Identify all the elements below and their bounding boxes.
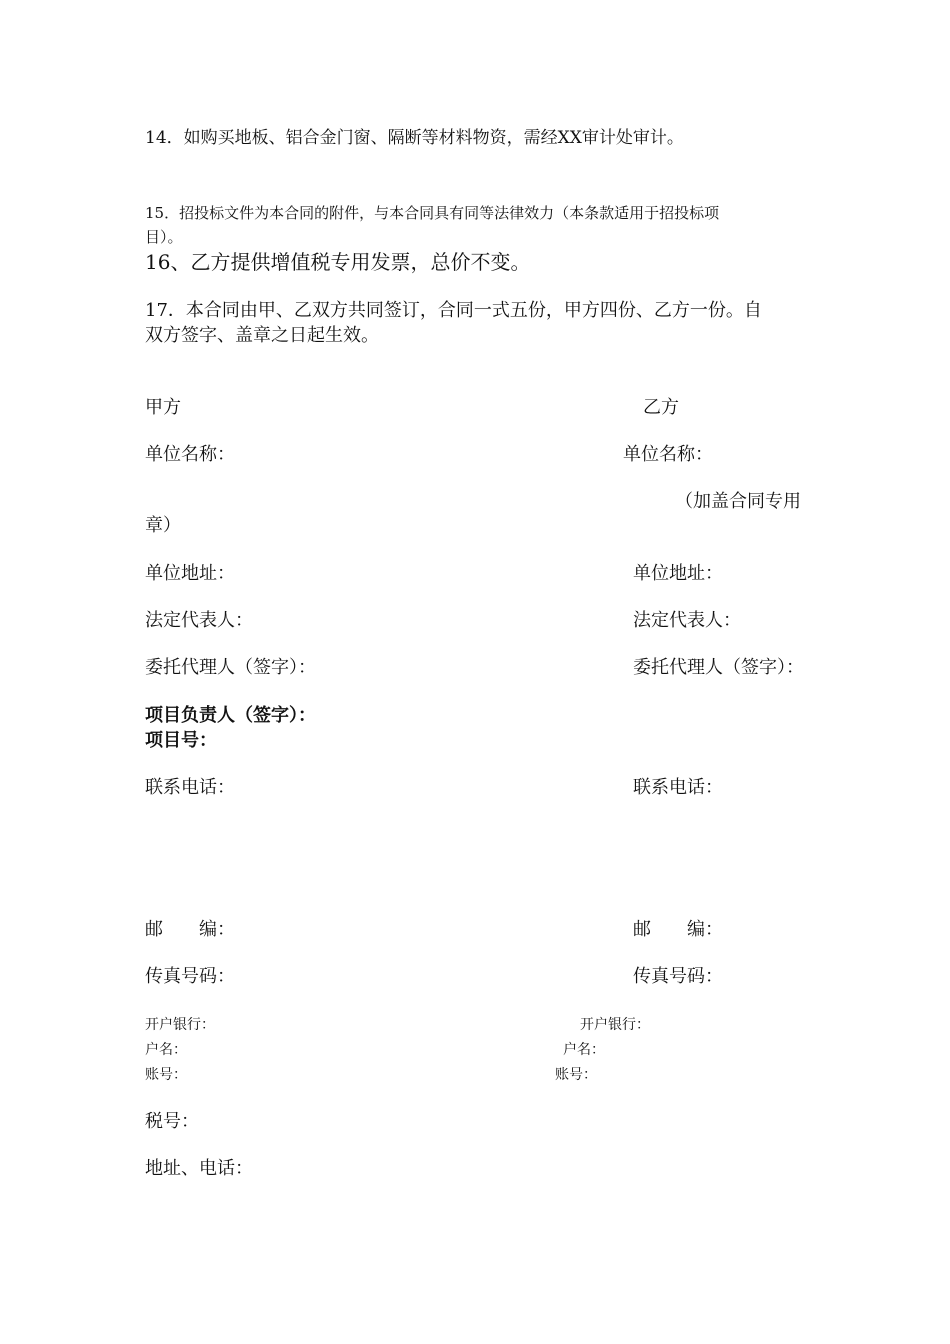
party-a-account-no: 账号：	[145, 1067, 187, 1083]
party-a-tax-no: 税号：	[145, 1111, 199, 1132]
party-b-unit-name: 单位名称：	[623, 444, 713, 465]
party-a-address-phone: 地址、电话：	[145, 1158, 253, 1179]
party-b-title: 乙方	[643, 397, 679, 418]
seal-note-continued: 章）	[145, 515, 181, 536]
party-b-seal-note: （加盖合同专用	[675, 491, 801, 512]
party-b-account-name: 户名：	[563, 1042, 605, 1058]
party-b-postcode: 邮 编：	[633, 919, 723, 940]
party-b-agent: 委托代理人（签字）：	[633, 657, 804, 678]
clause-17-line1: 17．本合同由甲、乙双方共同签订，合同一式五份，甲方四份、乙方一份。自	[145, 300, 762, 321]
party-a-agent: 委托代理人（签字）：	[145, 657, 316, 678]
party-b-legal-rep: 法定代表人：	[633, 610, 741, 631]
party-b-account-no: 账号：	[555, 1067, 597, 1083]
party-a-account-name: 户名：	[145, 1042, 187, 1058]
party-a-postcode: 邮 编：	[145, 919, 235, 940]
clause-17-line2: 双方签字、盖章之日起生效。	[145, 325, 379, 346]
party-a-address: 单位地址：	[145, 563, 235, 584]
party-b-bank: 开户银行：	[580, 1017, 650, 1033]
clause-15-line2: 目）。	[145, 228, 183, 246]
clause-14: 14．如购买地板、铝合金门窗、隔断等材料物资，需经XX审计处审计。	[145, 128, 684, 148]
party-a-bank: 开户银行：	[145, 1017, 215, 1033]
party-b-phone: 联系电话：	[633, 777, 723, 798]
party-a-project-lead: 项目负责人（签字）：	[145, 705, 316, 726]
party-b-fax: 传真号码：	[633, 966, 723, 987]
clause-15-line1: 15．招投标文件为本合同的附件，与本合同具有同等法律效力（本条款适用于招投标项	[145, 204, 720, 222]
party-a-phone: 联系电话：	[145, 777, 235, 798]
party-a-unit-name: 单位名称：	[145, 444, 235, 465]
clause-16: 16、乙方提供增值税专用发票，总价不变。	[145, 250, 531, 274]
party-a-legal-rep: 法定代表人：	[145, 610, 253, 631]
party-a-fax: 传真号码：	[145, 966, 235, 987]
party-a-title: 甲方	[145, 397, 181, 418]
party-b-address: 单位地址：	[633, 563, 723, 584]
party-a-project-no: 项目号：	[145, 730, 217, 751]
